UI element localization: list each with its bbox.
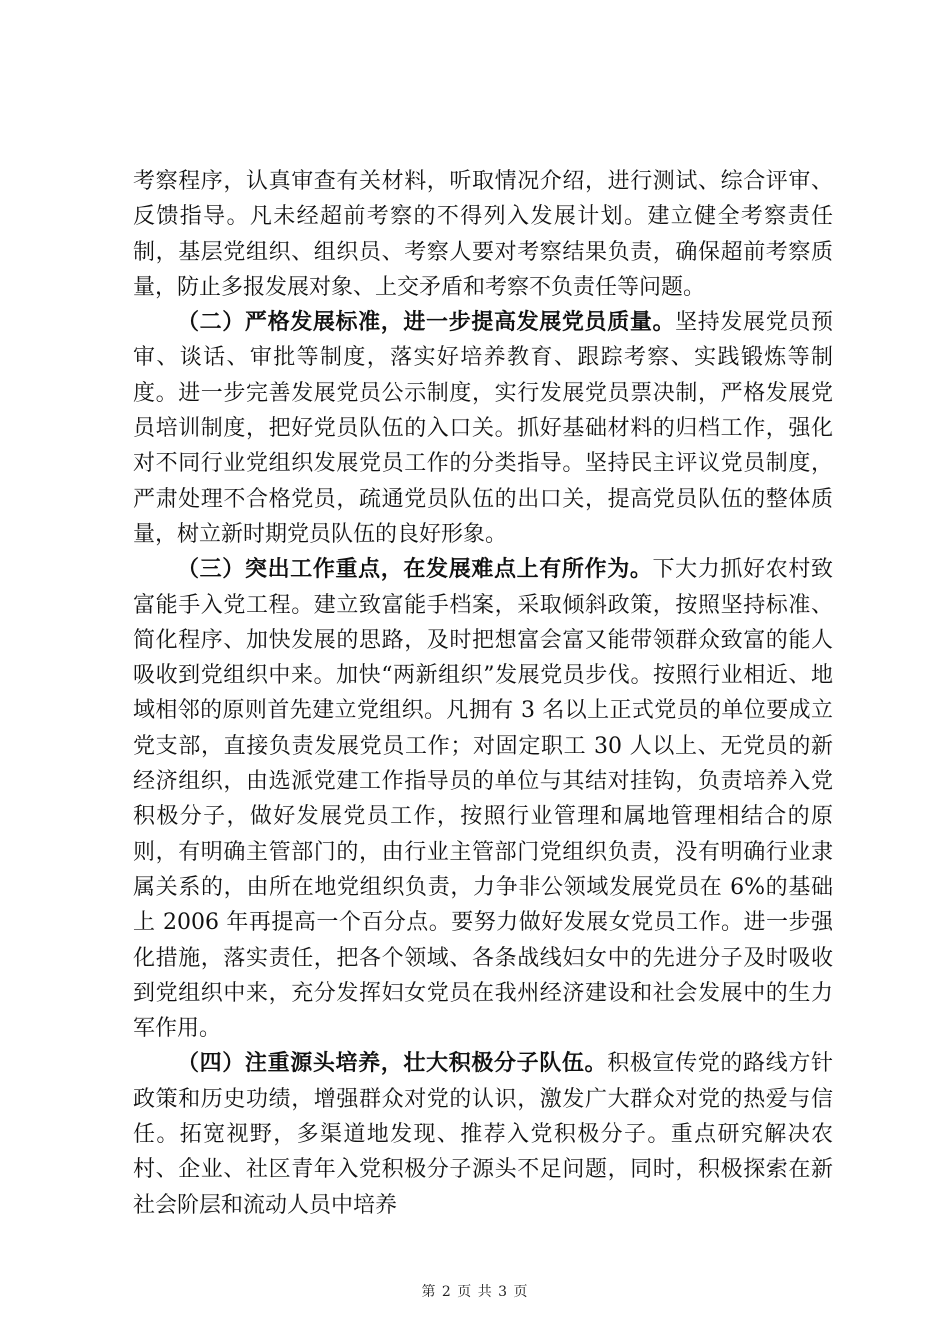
paragraph-4-heading: （四）注重源头培养，壮大积极分子队伍。 [177,1051,608,1077]
paragraph-4-text: 积极宣传党的路线方针政策和历史功绩，增强群众对党的认识，激发广大群众对党的热爱与信任。拓宽视野，多渠道地发现、推荐入党积极分子。重点研究解决农村、企业、社区青年入党积极分子源头不足问题，同时，积极探索在新社会阶层和流动人员中培养 [133,1051,833,1218]
paragraph-3-heading: （三）突出工作重点，在发展难点上有所作为。 [177,557,653,583]
paragraph-1-text: 考察程序，认真审查有关材料，听取情况介绍，进行测试、综合评审、反馈指导。凡未经超前考察的不得列入发展计划。建立健全考察责任制，基层党组织、组织员、考察人要对考察结果负责，确保超前考察质量，防止多报发展对象、上交矛盾和考察不负责任等问题。 [133,169,833,300]
document-body [133,164,833,1223]
paragraph-2 [133,305,833,552]
page-footer: 第 2 页 共 3 页 [421,1284,529,1300]
paragraph-4 [133,1046,833,1222]
paragraph-3-text: 下大力抓好农村致富能手入党工程。建立致富能手档案，采取倾斜政策，按照坚持标准、简化程序、加快发展的思路，及时把想富会富又能带领群众致富的能人吸收到党组织中来。加快“两新组织”发展党员步伐。按照行业相近、地域相邻的原则首先建立党组织。凡拥有 3 名以上正式党员的单位要成立党支部，直接负责发展党员工作；对固定职工 30 人以上、无党员的新经济组织，由选派党建工作指导员的单位与其结对挂钩，负责培养入党积极分子，做好发展党员工作，按照行业管理和属地管理相结合的原则，有明确主管部门的，由行业主管部门党组织负责，没有明确行业隶属关系的，由所在地党组织负责，力争非公领域发展党员在 6%的基础上 2006 年再提高一个百分点。要努力做好发展女党员工作。进一步强化措施，落实责任，把各个领域、各条战线妇女中的先进分子及时吸收到党组织中来，充分发挥妇女党员在我州经济建设和社会发展中的生力军作用。 [133,557,833,1042]
paragraph-2-text: 坚持发展党员预审、谈话、审批等制度，落实好培养教育、跟踪考察、实践锻炼等制度。进一步完善发展党员公示制度，实行发展党员票决制，严格发展党员培训制度，把好党员队伍的入口关。抓好基础材料的归档工作，强化对不同行业党组织发展党员工作的分类指导。坚持民主评议党员制度，严肃处理不合格党员，疏通党员队伍的出口关，提高党员队伍的整体质量，树立新时期党员队伍的良好形象。 [133,310,833,547]
paragraph-2-heading: （二）严格发展标准，进一步提高发展党员质量。 [177,310,676,336]
paragraph-1 [133,164,833,305]
paragraph-3 [133,552,833,1046]
